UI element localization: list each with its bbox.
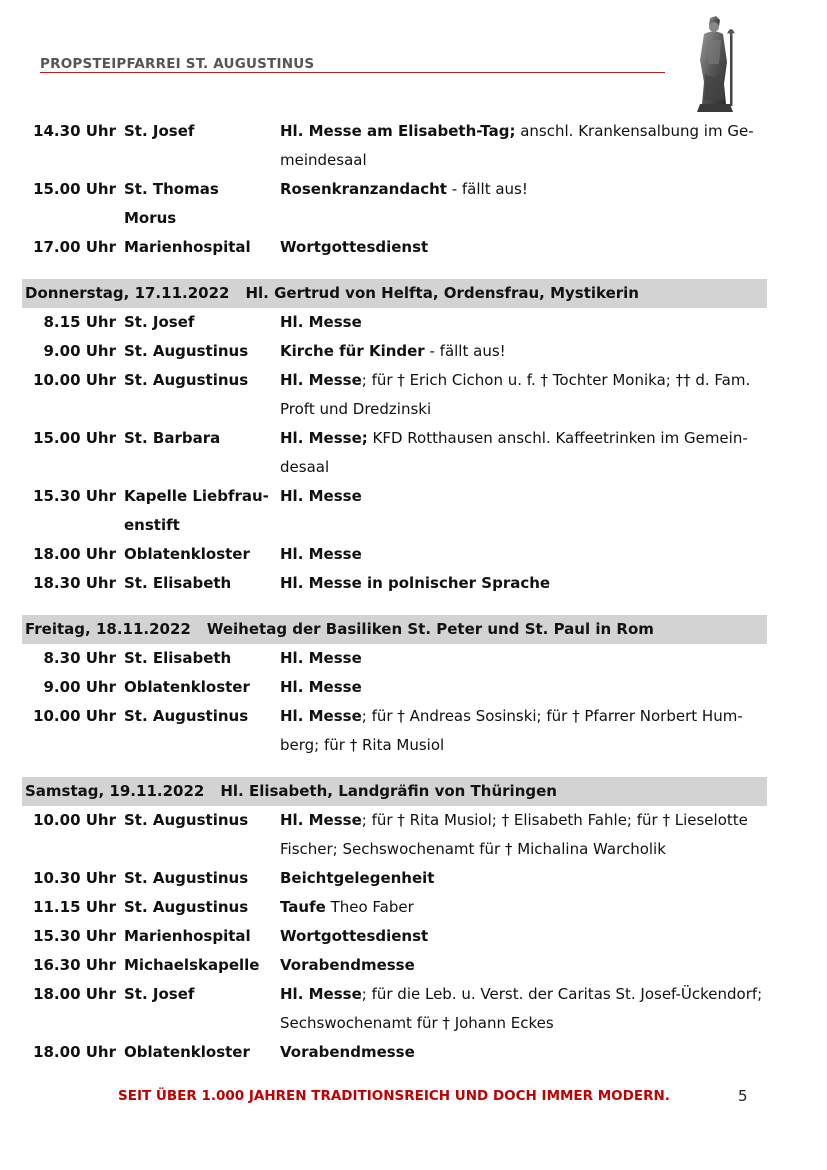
entry-time: 18.30 Uhr xyxy=(33,574,116,592)
entry-description xyxy=(270,673,766,702)
entry-service: Hl. Messe xyxy=(280,545,362,563)
entry-description xyxy=(270,569,766,598)
entry-service: Beichtgelegenheit xyxy=(280,869,435,887)
entry-details: anschl. Krankensalbung im Gemeindesaal xyxy=(280,122,754,169)
entry-time: 10.30 Uhr xyxy=(33,869,116,887)
entry-place: Marienhospital xyxy=(124,238,251,256)
entry-place: St. Thomas Morus xyxy=(124,180,219,227)
entry-service: Hl. Messe xyxy=(280,811,362,829)
entry-description xyxy=(270,1038,766,1067)
entry-place: Marienhospital xyxy=(124,927,251,945)
entry-time: 8.30 Uhr xyxy=(43,649,116,667)
header-divider xyxy=(40,72,665,73)
entry-service: Hl. Messe xyxy=(280,985,362,1003)
entry-description xyxy=(270,482,766,511)
schedule-entry xyxy=(22,702,772,760)
page-number: 5 xyxy=(738,1087,748,1105)
entry-time: 18.00 Uhr xyxy=(33,545,116,563)
entry-service: Hl. Messe am Elisabeth-Tag; xyxy=(280,122,516,140)
schedule-entry xyxy=(22,569,772,598)
entry-place: St. Josef xyxy=(124,313,195,331)
entry-service: Kirche für Kinder xyxy=(280,342,425,360)
entry-time: 11.15 Uhr xyxy=(33,898,116,916)
entry-time: 17.00 Uhr xyxy=(33,238,116,256)
entry-time: 18.00 Uhr xyxy=(33,1043,116,1061)
day-feast: Weihetag der Basiliken St. Peter und St. Paul in Rom xyxy=(206,620,654,638)
entry-time: 8.15 Uhr xyxy=(43,313,116,331)
entry-time: 16.30 Uhr xyxy=(33,956,116,974)
entry-time: 10.00 Uhr xyxy=(33,371,116,389)
entry-details: Theo Faber xyxy=(325,898,414,916)
entry-place: St. Augustinus xyxy=(124,371,249,389)
entry-place: St. Josef xyxy=(124,122,195,140)
entry-time: 9.00 Uhr xyxy=(43,678,116,696)
day-header xyxy=(22,777,767,806)
entry-description xyxy=(270,117,766,175)
entry-description xyxy=(270,864,766,893)
entry-details: ; für † Rita Musiol; † Elisabeth Fahle; für † Lieselotte Fischer; Sechswochenamt für † Michalina Warcholik xyxy=(280,811,748,858)
entry-service: Wortgottesdienst xyxy=(280,238,429,256)
entry-place: Kapelle Liebfrauenstift xyxy=(124,487,269,534)
day-feast: Hl. Gertrud von Helfta, Ordensfrau, Mystikerin xyxy=(245,284,639,302)
entry-time: 14.30 Uhr xyxy=(33,122,116,140)
entry-place: St. Augustinus xyxy=(124,898,249,916)
schedule-entry xyxy=(22,308,772,337)
entry-time: 10.00 Uhr xyxy=(33,811,116,829)
day-date: Donnerstag, 17.11.2022 xyxy=(25,284,230,302)
schedule-entry xyxy=(22,951,772,980)
entry-service: Hl. Messe in polnischer Sprache xyxy=(280,574,551,592)
entry-time: 18.00 Uhr xyxy=(33,985,116,1003)
entry-service: Rosenkranzandacht xyxy=(280,180,447,198)
entry-description xyxy=(270,806,766,864)
day-feast: Hl. Elisabeth, Landgräfin von Thüringen xyxy=(220,782,557,800)
day-header xyxy=(22,279,767,308)
day-date: Freitag, 18.11.2022 xyxy=(25,620,191,638)
entry-description xyxy=(270,366,766,424)
entry-place: Oblatenkloster xyxy=(124,1043,250,1061)
entry-place: St. Augustinus xyxy=(124,811,249,829)
entry-description xyxy=(270,424,766,482)
schedule-entry xyxy=(22,540,772,569)
schedule-entry xyxy=(22,893,772,922)
entry-description xyxy=(270,540,766,569)
entry-place: St. Josef xyxy=(124,985,195,1003)
entry-service: Wortgottesdienst xyxy=(280,927,429,945)
entry-service: Hl. Messe xyxy=(280,649,362,667)
header-title: PROPSTEIPFARREI ST. AUGUSTINUS xyxy=(40,56,315,72)
schedule-entry xyxy=(22,673,772,702)
entry-place: St. Augustinus xyxy=(124,707,249,725)
entry-description xyxy=(270,337,766,366)
entry-description xyxy=(270,951,766,980)
entry-time: 9.00 Uhr xyxy=(43,342,116,360)
schedule-entry xyxy=(22,980,772,1038)
entry-service: Hl. Messe xyxy=(280,678,362,696)
schedule-entry xyxy=(22,806,772,864)
entry-service: Vorabendmesse xyxy=(280,956,415,974)
entry-details: KFD Rotthausen anschl. Kaffeetrinken im Gemeindesaal xyxy=(280,429,748,476)
entry-description xyxy=(270,702,766,760)
schedule-entry xyxy=(22,1038,772,1067)
entry-description xyxy=(270,175,766,204)
schedule-entry xyxy=(22,424,772,482)
entry-time: 10.00 Uhr xyxy=(33,707,116,725)
entry-time: 15.30 Uhr xyxy=(33,927,116,945)
footer-slogan: SEIT ÜBER 1.000 JAHREN TRADITIONSREICH UND DOCH IMMER MODERN. xyxy=(118,1088,670,1104)
entry-details: ; für die Leb. u. Verst. der Caritas St. Josef-Ückendorf; Sechswochenamt für † Johann Eckes xyxy=(280,985,763,1032)
entry-service: Taufe xyxy=(280,898,326,916)
entry-place: St. Elisabeth xyxy=(124,574,232,592)
section-gap xyxy=(22,262,772,279)
entry-place: St. Elisabeth xyxy=(124,649,232,667)
entry-description xyxy=(270,980,766,1038)
schedule-entry xyxy=(22,864,772,893)
schedule-entry xyxy=(22,922,772,951)
entry-place: Oblatenkloster xyxy=(124,678,250,696)
entry-service: Vorabendmesse xyxy=(280,1043,415,1061)
schedule-entry xyxy=(22,175,772,233)
entry-place: Michaelskapelle xyxy=(124,956,260,974)
entry-details: ; für † Erich Cichon u. f. † Tochter Monika; †† d. Fam. Proft und Dredzinski xyxy=(280,371,751,418)
schedule-entry xyxy=(22,233,772,262)
day-header xyxy=(22,615,767,644)
entry-description xyxy=(270,233,766,262)
entry-description xyxy=(270,644,766,673)
entry-service: Hl. Messe xyxy=(280,313,362,331)
entry-time: 15.00 Uhr xyxy=(33,429,116,447)
entry-description xyxy=(270,922,766,951)
entry-details: - fällt aus! xyxy=(446,180,528,198)
entry-service: Hl. Messe xyxy=(280,487,362,505)
schedule-content xyxy=(22,117,772,1067)
entry-description xyxy=(270,308,766,337)
entry-place: St. Augustinus xyxy=(124,869,249,887)
entry-service: Hl. Messe xyxy=(280,371,362,389)
entry-description xyxy=(270,893,766,922)
schedule-entry xyxy=(22,644,772,673)
entry-place: Oblatenkloster xyxy=(124,545,250,563)
entry-time: 15.00 Uhr xyxy=(33,180,116,198)
entry-details: ; für † Andreas Sosinski; für † Pfarrer Norbert Humberg; für † Rita Musiol xyxy=(280,707,743,754)
schedule-entry xyxy=(22,482,772,540)
schedule-entry xyxy=(22,337,772,366)
day-date: Samstag, 19.11.2022 xyxy=(25,782,205,800)
entry-details: - fällt aus! xyxy=(424,342,506,360)
entry-service: Hl. Messe; xyxy=(280,429,368,447)
section-gap xyxy=(22,598,772,615)
entry-service: Hl. Messe xyxy=(280,707,362,725)
entry-place: St. Augustinus xyxy=(124,342,249,360)
entry-time: 15.30 Uhr xyxy=(33,487,116,505)
schedule-entry xyxy=(22,366,772,424)
entry-place: St. Barbara xyxy=(124,429,221,447)
schedule-entry xyxy=(22,117,772,175)
saint-statue-image xyxy=(686,14,742,114)
section-gap xyxy=(22,760,772,777)
